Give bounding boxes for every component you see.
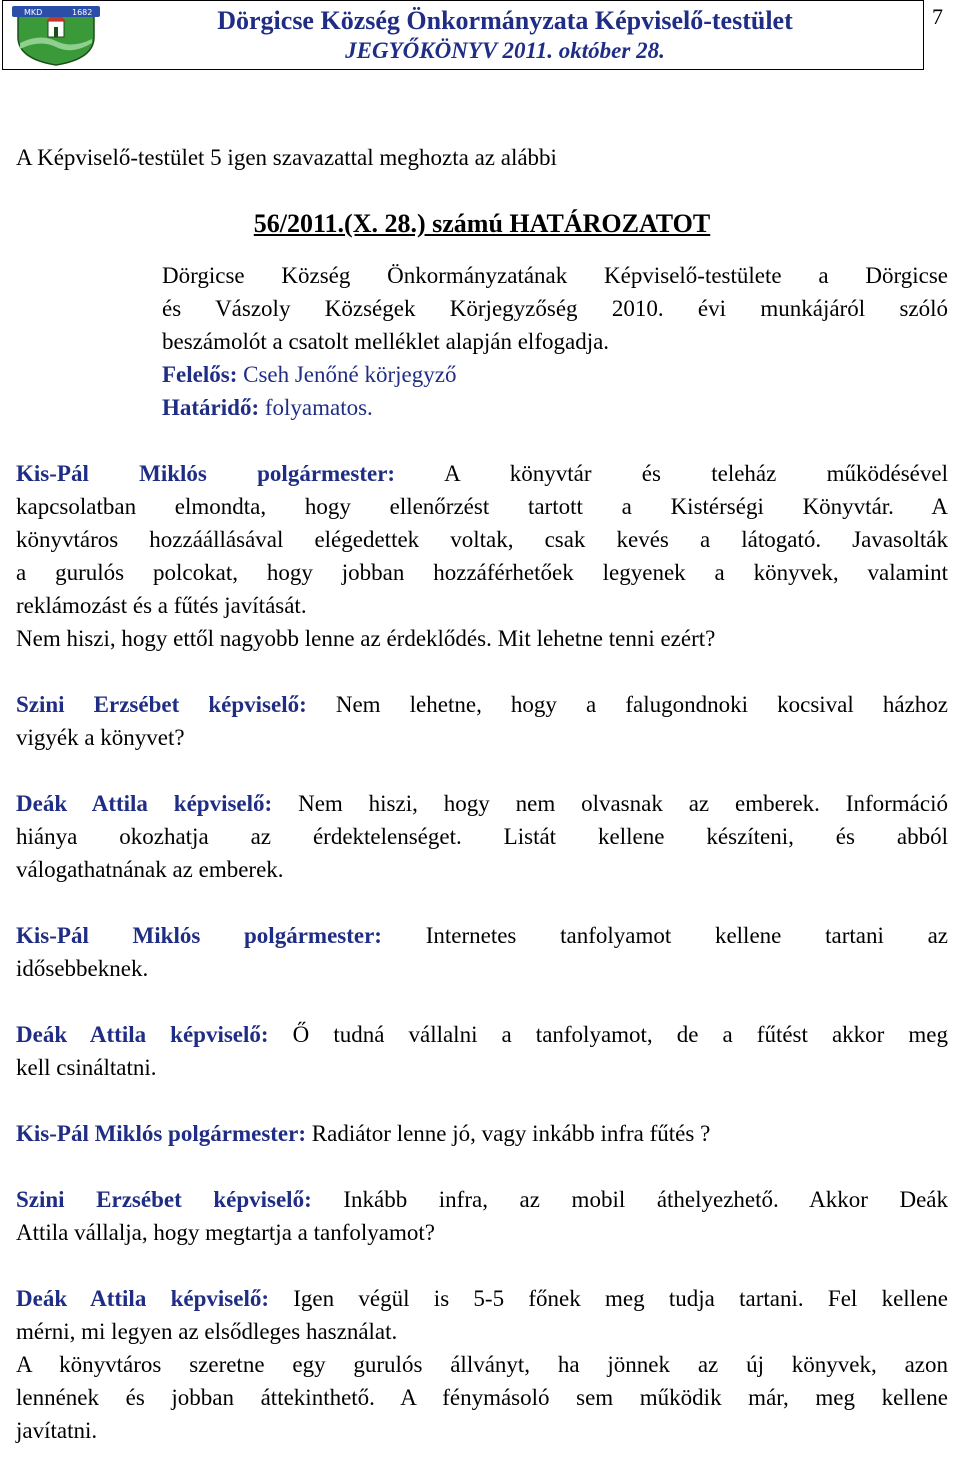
speaker-name: Deák Attila képviselő: bbox=[16, 1022, 269, 1047]
deadline-value: folyamatos. bbox=[259, 395, 373, 420]
speaker-name: Szini Erzsébet képviselő: bbox=[16, 1187, 312, 1212]
paragraph-line: kell csináltatni. bbox=[16, 1055, 157, 1080]
resolution-responsible bbox=[162, 358, 948, 391]
paragraph-line: lennének és jobban áttekinthető. A fénymásoló sem működik már, meg kellene bbox=[16, 1385, 948, 1410]
speech-paragraph bbox=[16, 688, 948, 754]
speech-paragraph bbox=[16, 919, 948, 985]
resolution-line: beszámolót a csatolt melléklet alapján elfogadja. bbox=[162, 329, 610, 354]
paragraph-line: hiánya okozhatja az érdektelenséget. Listát kellene készíteni, és abból bbox=[16, 824, 948, 849]
intro-paragraph: A Képviselő-testület 5 igen szavazattal meghozta az alábbi bbox=[16, 145, 557, 170]
speech-paragraph bbox=[16, 787, 948, 886]
speaker-name: Deák Attila képviselő: bbox=[16, 791, 273, 816]
municipal-coat-of-arms-icon bbox=[10, 3, 102, 67]
speech-paragraph bbox=[16, 1183, 948, 1249]
paragraph-line: Deák Attila képviselő: Nem hiszi, hogy nem olvasnak az emberek. Információ bbox=[16, 791, 948, 816]
paragraph-line: könyvtáros hozzáállásával elégedettek voltak, csak kevés a látogató. Javasolták bbox=[16, 527, 948, 552]
paragraph-line: Deák Attila képviselő: Igen végül is 5-5 főnek meg tudja tartani. Fel kellene bbox=[16, 1286, 948, 1311]
paragraph-line: Kis-Pál Miklós polgármester: Internetes tanfolyamot kellene tartani az bbox=[16, 923, 948, 948]
paragraph-line: mérni, mi legyen az elsődleges használat. bbox=[16, 1319, 398, 1344]
svg-text:1682: 1682 bbox=[72, 8, 93, 17]
speaker-name: Kis-Pál Miklós polgármester: bbox=[16, 923, 382, 948]
speech-paragraph bbox=[16, 1018, 948, 1084]
deadline-label: Határidő: bbox=[162, 395, 260, 420]
resolution-line: Dörgicse Község Önkormányzatának Képviselő-testülete a Dörgicse bbox=[162, 263, 948, 288]
responsible-label: Felelős: bbox=[162, 362, 238, 387]
speech-paragraph bbox=[16, 457, 948, 655]
paragraph-line: Szini Erzsébet képviselő: Nem lehetne, hogy a falugondnoki kocsival házhoz bbox=[16, 692, 948, 717]
paragraph-line: Szini Erzsébet képviselő: Inkább infra, az mobil áthelyezhető. Akkor Deák bbox=[16, 1187, 948, 1212]
speaker-name: Kis-Pál Miklós polgármester: bbox=[16, 461, 396, 486]
page-number: 7 bbox=[932, 4, 943, 29]
paragraph-line: kapcsolatban elmondta, hogy ellenőrzést tartott a Kistérségi Könyvtár. A bbox=[16, 494, 948, 519]
speech-paragraph bbox=[16, 1282, 948, 1447]
header-title: Dörgicse Község Önkormányzata Képviselő-testület bbox=[217, 6, 793, 35]
paragraph-line: Attila vállalja, hogy megtartja a tanfolyamot? bbox=[16, 1220, 435, 1245]
paragraph-line: Kis-Pál Miklós polgármester: A könyvtár és teleház működésével bbox=[16, 461, 948, 486]
responsible-value: Cseh Jenőné körjegyző bbox=[237, 362, 457, 387]
page-header bbox=[0, 0, 960, 74]
svg-text:MKD: MKD bbox=[24, 8, 43, 17]
resolution-body bbox=[162, 259, 948, 424]
speaker-name: Szini Erzsébet képviselő: bbox=[16, 692, 307, 717]
paragraph-line: Deák Attila képviselő: Ő tudná vállalni a tanfolyamot, de a fűtést akkor meg bbox=[16, 1022, 948, 1047]
speaker-name: Deák Attila képviselő: bbox=[16, 1286, 269, 1311]
paragraph-line: idősebbeknek. bbox=[16, 956, 149, 981]
resolution-deadline bbox=[162, 391, 948, 424]
paragraph-line: reklámozást és a fűtés javítását. bbox=[16, 593, 307, 618]
paragraph-line: vigyék a könyvet? bbox=[16, 725, 185, 750]
document-body bbox=[16, 141, 948, 1447]
resolution-title: 56/2011.(X. 28.) számú HATÁROZATOT bbox=[253, 209, 711, 238]
speaker-name: Kis-Pál Miklós polgármester: bbox=[16, 1121, 307, 1146]
paragraph-line: javítatni. bbox=[16, 1418, 98, 1443]
paragraph-line: válogathatnának az emberek. bbox=[16, 857, 284, 882]
speech-paragraph bbox=[16, 1117, 948, 1150]
paragraph-line: Nem hiszi, hogy ettől nagyobb lenne az érdeklődés. Mit lehetne tenni ezért? bbox=[16, 626, 716, 651]
paragraph-line: a gurulós polcokat, hogy jobban hozzáférhetőek legyenek a könyvek, valamint bbox=[16, 560, 948, 585]
header-subtitle: JEGYŐKÖNYV 2011. október 28. bbox=[345, 38, 665, 63]
resolution-line: és Vászoly Községek Körjegyzőség 2010. évi munkájáról szóló bbox=[162, 296, 948, 321]
paragraph-line: A könyvtáros szeretne egy gurulós állványt, ha jönnek az új könyvek, azon bbox=[16, 1352, 948, 1377]
paragraph-line: Kis-Pál Miklós polgármester: Radiátor lenne jó, vagy inkább infra fűtés ? bbox=[16, 1121, 711, 1146]
